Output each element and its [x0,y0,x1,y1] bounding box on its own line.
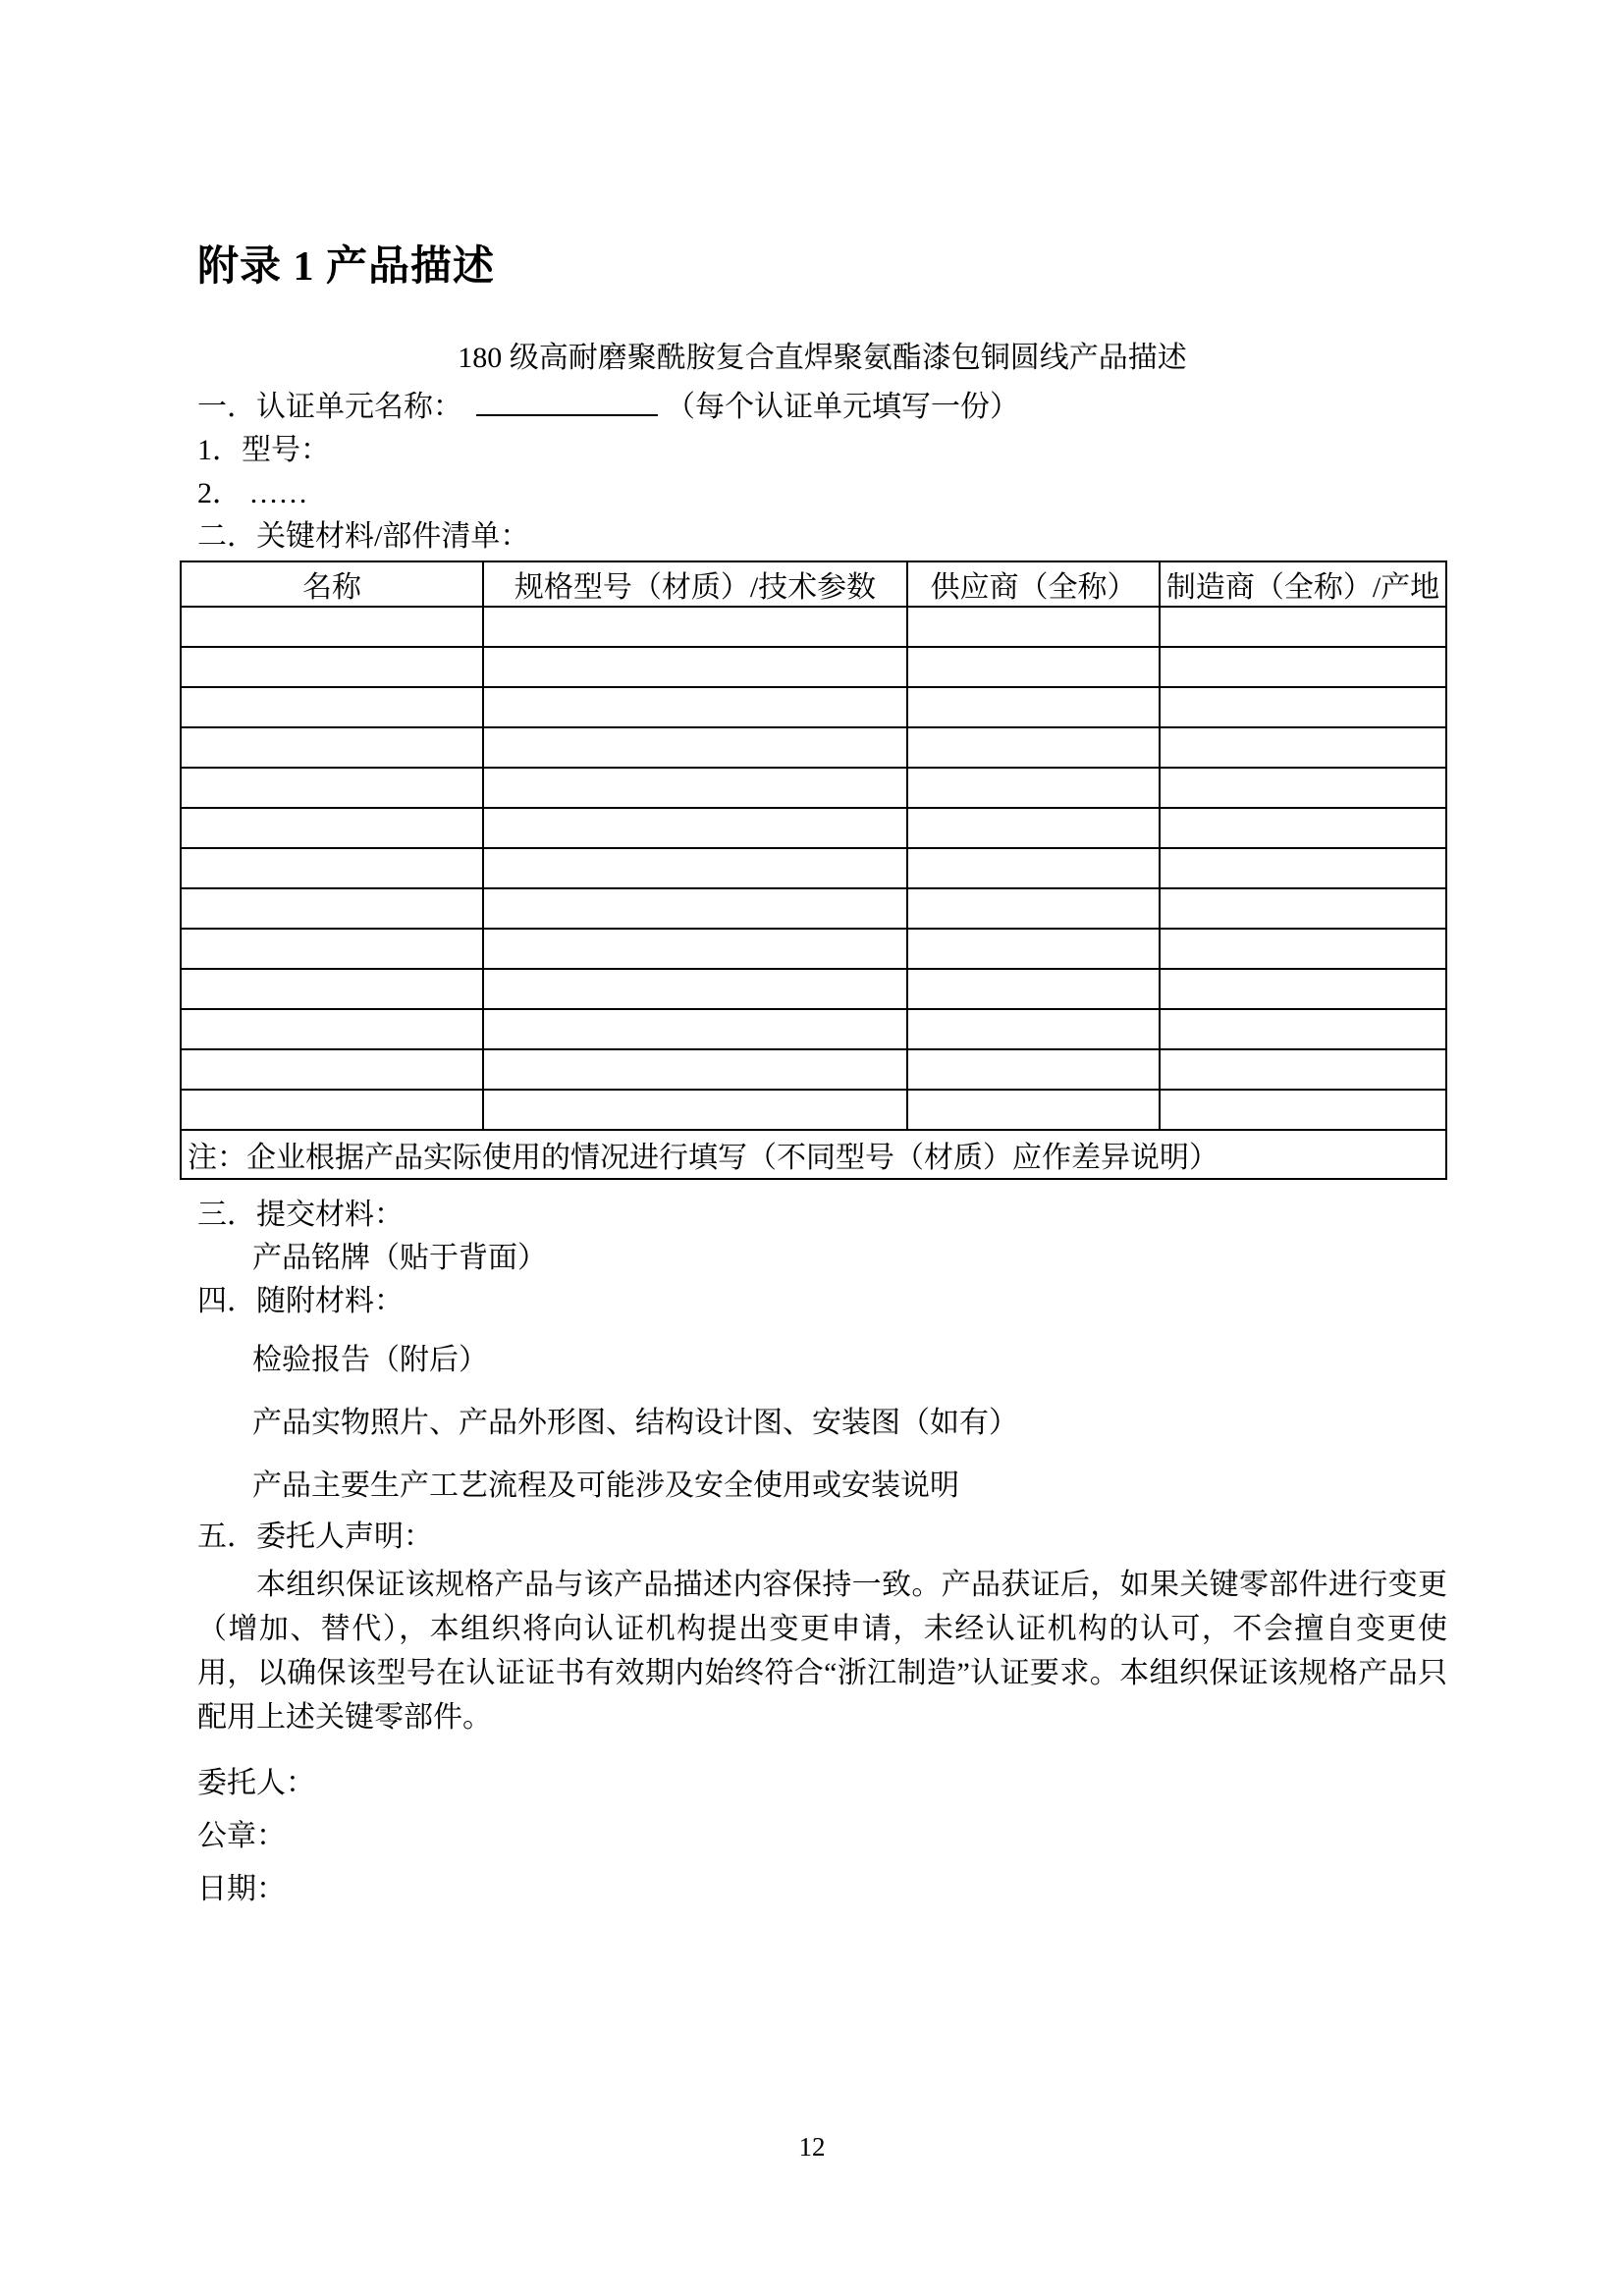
table-cell [1160,888,1446,929]
table-row [181,1009,1446,1049]
appendix-title: 附录 1 产品描述 [197,244,496,290]
page-number: 12 [798,2132,826,2162]
table-cell [181,768,483,808]
table-row [181,969,1446,1009]
table-row [181,647,1446,687]
table-cell [483,1049,907,1090]
table-row [181,687,1446,727]
table-cell [181,1009,483,1049]
table-row [181,1049,1446,1090]
key-materials-table-body [181,607,1446,1179]
section4-item-inspection-report: 检验报告（附后） [252,1344,488,1376]
table-cell [181,607,483,647]
table-cell [907,768,1160,808]
table-cell [907,848,1160,888]
table-cell [907,607,1160,647]
table-cell [483,848,907,888]
table-cell [907,727,1160,768]
table-header-cell: 规格型号（材质）/技术参数 [483,561,907,607]
key-materials-table [180,561,1447,1180]
certification-unit-list [197,385,1447,559]
table-cell [483,888,907,929]
table-cell [907,808,1160,848]
table-cell [907,929,1160,969]
table-note-row [181,1130,1446,1179]
table-row [181,1090,1446,1130]
declaration-paragraph: 本组织保证该规格产品与该产品描述内容保持一致。产品获证后，如果关键零部件进行变更（增加、替代），本组织将向认证机构提出变更申请，未经认证机构的认可，不会擅自变更使用，以确保该型号在认证证书有效期内始终符合“浙江制造”认证要求。本组织保证该规格产品只配用上述关键零部件。 [197,1569,1447,1734]
table-cell [181,727,483,768]
table-cell [907,888,1160,929]
section4-heading: 四．随附材料： [197,1285,404,1317]
section5-heading: 五．委托人声明： [197,1521,433,1553]
table-row [181,727,1446,768]
table-cell [483,1090,907,1130]
table-cell [181,969,483,1009]
table-cell [907,1090,1160,1130]
table-cell [1160,1009,1446,1049]
consignor-line: 委托人： [197,1767,315,1799]
table-cell [1160,1049,1446,1090]
table-cell [483,647,907,687]
section3-item-nameplate: 产品铭牌（贴于背面） [252,1242,547,1274]
table-cell [483,607,907,647]
table-header-row [181,561,1446,607]
cert-unit-name-suffix: （每个认证单元填写一份） [666,391,1019,423]
table-cell [181,1090,483,1130]
cert-unit-name-blank [476,385,658,416]
table-row [181,929,1446,969]
table-cell [1160,808,1446,848]
table-row [181,607,1446,647]
cert-unit-name-label: 一．认证单元名称： [197,391,462,423]
table-cell [1160,687,1446,727]
table-cell [1160,647,1446,687]
table-cell [1160,1090,1446,1130]
table-cell [1160,848,1446,888]
product-description-subtitle: 180 级高耐磨聚酰胺复合直焊聚氨酯漆包铜圆线产品描述 [458,342,1187,374]
table-cell [483,929,907,969]
table-cell [483,1009,907,1049]
date-line: 日期： [197,1873,286,1905]
table-cell [907,687,1160,727]
model-item-line: 1．型号： [197,434,330,466]
table-cell [483,969,907,1009]
table-cell [483,808,907,848]
table-cell [907,969,1160,1009]
table-header-cell: 制造商（全称）/产地 [1160,561,1446,607]
table-cell [1160,607,1446,647]
table-cell [1160,768,1446,808]
table-cell [1160,969,1446,1009]
table-cell [181,647,483,687]
table-note-cell: 注：企业根据产品实际使用的情况进行填写（不同型号（材质）应作差异说明） [181,1130,1446,1179]
table-cell [907,1009,1160,1049]
key-materials-heading: 二．关键材料/部件清单： [197,520,530,553]
table-header-cell: 供应商（全称） [907,561,1160,607]
table-cell [1160,929,1446,969]
table-cell [907,1049,1160,1090]
table-cell [181,808,483,848]
cert-unit-name-line [197,385,1447,429]
table-row [181,888,1446,929]
section4-item-photos-drawings: 产品实物照片、产品外形图、结构设计图、安装图（如有） [252,1407,1018,1439]
seal-line: 公章： [197,1820,286,1852]
ellipsis-item-line: 2． …… [197,477,308,509]
key-materials-table-head [181,561,1446,607]
table-cell [907,647,1160,687]
section3-heading: 三．提交材料： [197,1199,404,1231]
table-cell [181,888,483,929]
table-cell [483,727,907,768]
table-cell [181,687,483,727]
table-cell [181,929,483,969]
table-cell [483,768,907,808]
table-row [181,848,1446,888]
signature-block [197,1757,1447,1916]
table-cell [483,687,907,727]
table-row [181,768,1446,808]
table-cell [181,848,483,888]
table-cell [181,1049,483,1090]
table-header-cell: 名称 [181,561,483,607]
table-cell [1160,727,1446,768]
section4-item-process-flow: 产品主要生产工艺流程及可能涉及安全使用或安装说明 [252,1469,959,1502]
table-row [181,808,1446,848]
